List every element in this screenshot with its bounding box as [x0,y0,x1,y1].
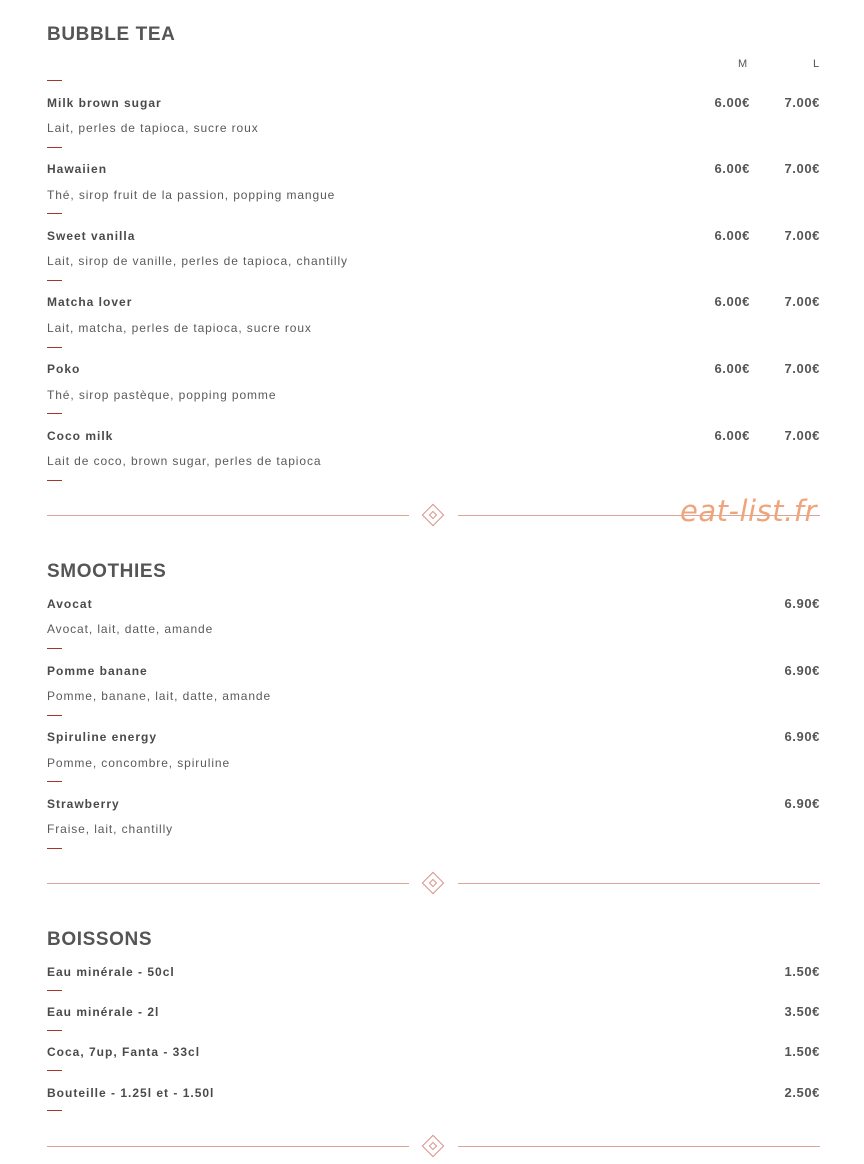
item-desc: Pomme, concombre, spiruline [47,756,231,770]
price: 6.90€ [784,596,820,611]
price-l: 7.00€ [784,95,820,110]
item-desc: Pomme, banane, lait, datte, amande [47,689,272,703]
item-dash [47,1030,62,1031]
section-title-boissons: BOISSONS [47,929,153,950]
price-l: 7.00€ [784,294,820,309]
diamond-ornament-icon [422,872,445,895]
section-divider [47,873,820,893]
item-desc: Lait, matcha, perles de tapioca, sucre roux [47,321,312,335]
item-desc: Avocat, lait, datte, amande [47,622,214,636]
item-dash [47,480,62,481]
item-desc: Thé, sirop pastèque, popping pomme [47,388,277,402]
price-l: 7.00€ [784,361,820,376]
item-name: Bouteille - 1.25l et - 1.50l [47,1086,215,1100]
price-l: 7.00€ [784,161,820,176]
section-title-bubble-tea: BUBBLE TEA [47,24,176,45]
item-dash [47,147,62,148]
item-dash [47,80,62,81]
price: 6.90€ [784,663,820,678]
item-name: Pomme banane [47,664,148,678]
item-dash [47,280,62,281]
section-divider [47,1136,820,1156]
price: 2.50€ [784,1085,820,1100]
item-name: Milk brown sugar [47,96,162,110]
item-desc: Lait de coco, brown sugar, perles de tapioca [47,454,322,468]
item-desc: Lait, sirop de vanille, perles de tapioca, chantilly [47,254,348,268]
size-header-m: M [738,58,749,70]
item-dash [47,213,62,214]
item-dash [47,1070,62,1071]
price-m: 6.00€ [714,361,750,376]
price: 6.90€ [784,796,820,811]
item-name: Eau minérale - 2l [47,1005,160,1019]
price-m: 6.00€ [714,228,750,243]
item-name: Eau minérale - 50cl [47,965,175,979]
item-name: Poko [47,362,81,376]
item-name: Coca, 7up, Fanta - 33cl [47,1045,201,1059]
item-dash [47,781,62,782]
item-desc: Thé, sirop fruit de la passion, popping mangue [47,188,336,202]
item-name: Spiruline energy [47,730,158,744]
price-m: 6.00€ [714,428,750,443]
item-dash [47,648,62,649]
price: 1.50€ [784,964,820,979]
item-dash [47,848,62,849]
price-m: 6.00€ [714,95,750,110]
item-dash [47,413,62,414]
price: 6.90€ [784,729,820,744]
size-header-l: L [813,58,821,70]
watermark: eat-list.fr [680,494,817,528]
item-desc: Fraise, lait, chantilly [47,822,174,836]
price-m: 6.00€ [714,294,750,309]
diamond-ornament-icon [422,504,445,527]
diamond-ornament-icon [422,1135,445,1158]
price: 3.50€ [784,1004,820,1019]
item-dash [47,715,62,716]
item-name: Hawaiien [47,162,108,176]
item-name: Strawberry [47,797,120,811]
price: 1.50€ [784,1044,820,1059]
section-title-smoothies: SMOOTHIES [47,561,167,582]
item-name: Avocat [47,597,93,611]
item-desc: Lait, perles de tapioca, sucre roux [47,121,259,135]
item-dash [47,1110,62,1111]
item-dash [47,990,62,991]
price-m: 6.00€ [714,161,750,176]
item-name: Matcha lover [47,295,133,309]
price-l: 7.00€ [784,228,820,243]
item-name: Coco milk [47,429,114,443]
price-l: 7.00€ [784,428,820,443]
item-dash [47,347,62,348]
item-name: Sweet vanilla [47,229,136,243]
